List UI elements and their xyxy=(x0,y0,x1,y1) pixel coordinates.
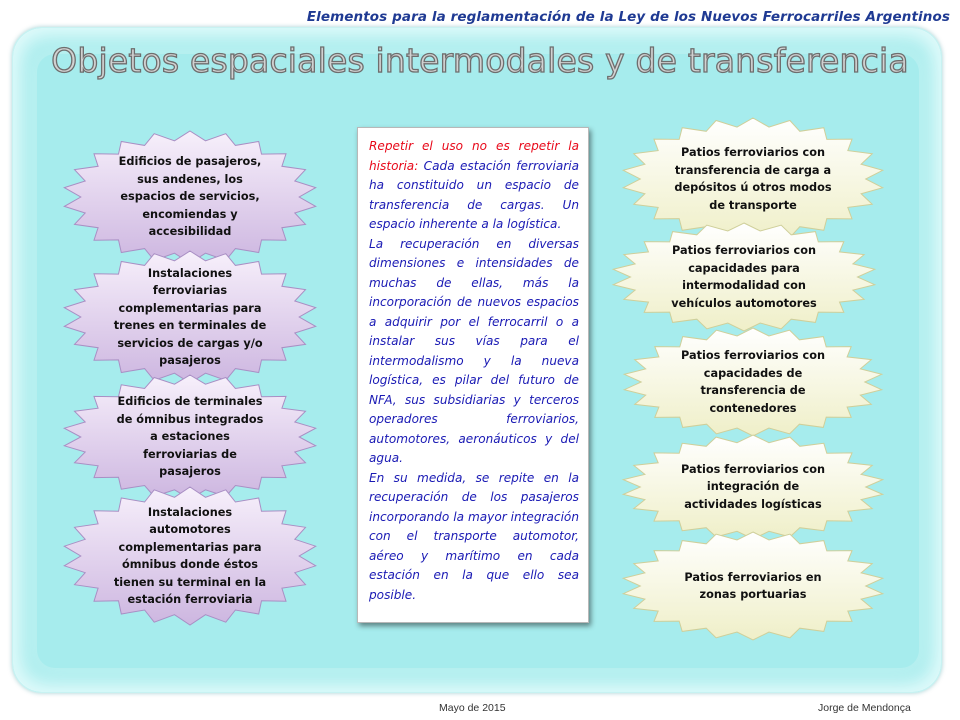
header-title: Elementos para la reglamentación de la Ley de los Nuevos Ferrocarriles Argentinos xyxy=(306,9,950,25)
right-burst-5 xyxy=(620,530,886,642)
center-paragraph-1 xyxy=(369,137,579,235)
right-burst-4 xyxy=(620,433,886,541)
right-burst-text: Patios ferroviarios en zonas portuarias xyxy=(684,570,822,601)
left-burst-text: Edificios de terminales de ómnibus integrados a estaciones ferroviarias de pasajeros xyxy=(116,395,264,479)
right-burst-text: Patios ferroviarios con capacidades de transferencia de contenedores xyxy=(681,349,825,415)
left-burst-4 xyxy=(61,485,319,627)
left-burst-text: Edificios de pasajeros, sus andenes, los espacios de servicios, encomiendas y accesibilidad xyxy=(118,155,262,239)
left-burst-3 xyxy=(61,373,319,501)
center-text-box xyxy=(357,127,589,623)
page-title: Objetos espaciales intermodales y de transferencia xyxy=(51,41,909,80)
right-burst-text: Patios ferroviarios con transferencia de carga a depósitos ú otros modos de transporte xyxy=(674,146,832,212)
left-burst-text: Instalaciones automotores complementarias para ómnibus donde éstos tienen su terminal en la estación ferroviaria xyxy=(113,505,267,606)
center-text-1: Cada estación ferroviaria ha constituido un espacio de transferencia de cargas. Un espacio inherente a la logística. xyxy=(369,158,579,231)
right-burst-text: Patios ferroviarios con capacidades para intermodalidad con vehículos automotores xyxy=(671,244,817,310)
left-burst-text: Instalaciones ferroviarias complementarias para trenes en terminales de servicios de cargas y/o pasajeros xyxy=(113,266,267,367)
center-paragraph-2: La recuperación en diversas dimensiones e intensidades de muchas de ellas, más la incorporación de nuevos espacios a adquirir por el ferrocarril o a instalar sus vías para el intermodalismo y la nueva logística, es pilar del futuro de NFA, sus subsidiarias y terceros operadores ferroviarios, automotores, aeronáuticos y del agua. xyxy=(369,236,579,465)
right-burst-2 xyxy=(610,221,878,333)
left-burst-2 xyxy=(61,249,319,385)
center-paragraph-3: En su medida, se repite en la recuperación de los pasajeros incorporando la mayor integración con el transporte automotor, aéreo y marítimo en cada estación en la que ello sea posible. xyxy=(369,470,579,602)
footer-author: Jorge de Mendonça xyxy=(818,702,911,714)
right-burst-3 xyxy=(621,326,885,438)
center-highlight: Repetir el uso no es repetir la historia: xyxy=(369,139,579,173)
left-burst-1 xyxy=(61,129,319,265)
right-burst-text: Patios ferroviarios con integración de actividades logísticas xyxy=(681,462,825,511)
footer-date: Mayo de 2015 xyxy=(439,702,506,714)
